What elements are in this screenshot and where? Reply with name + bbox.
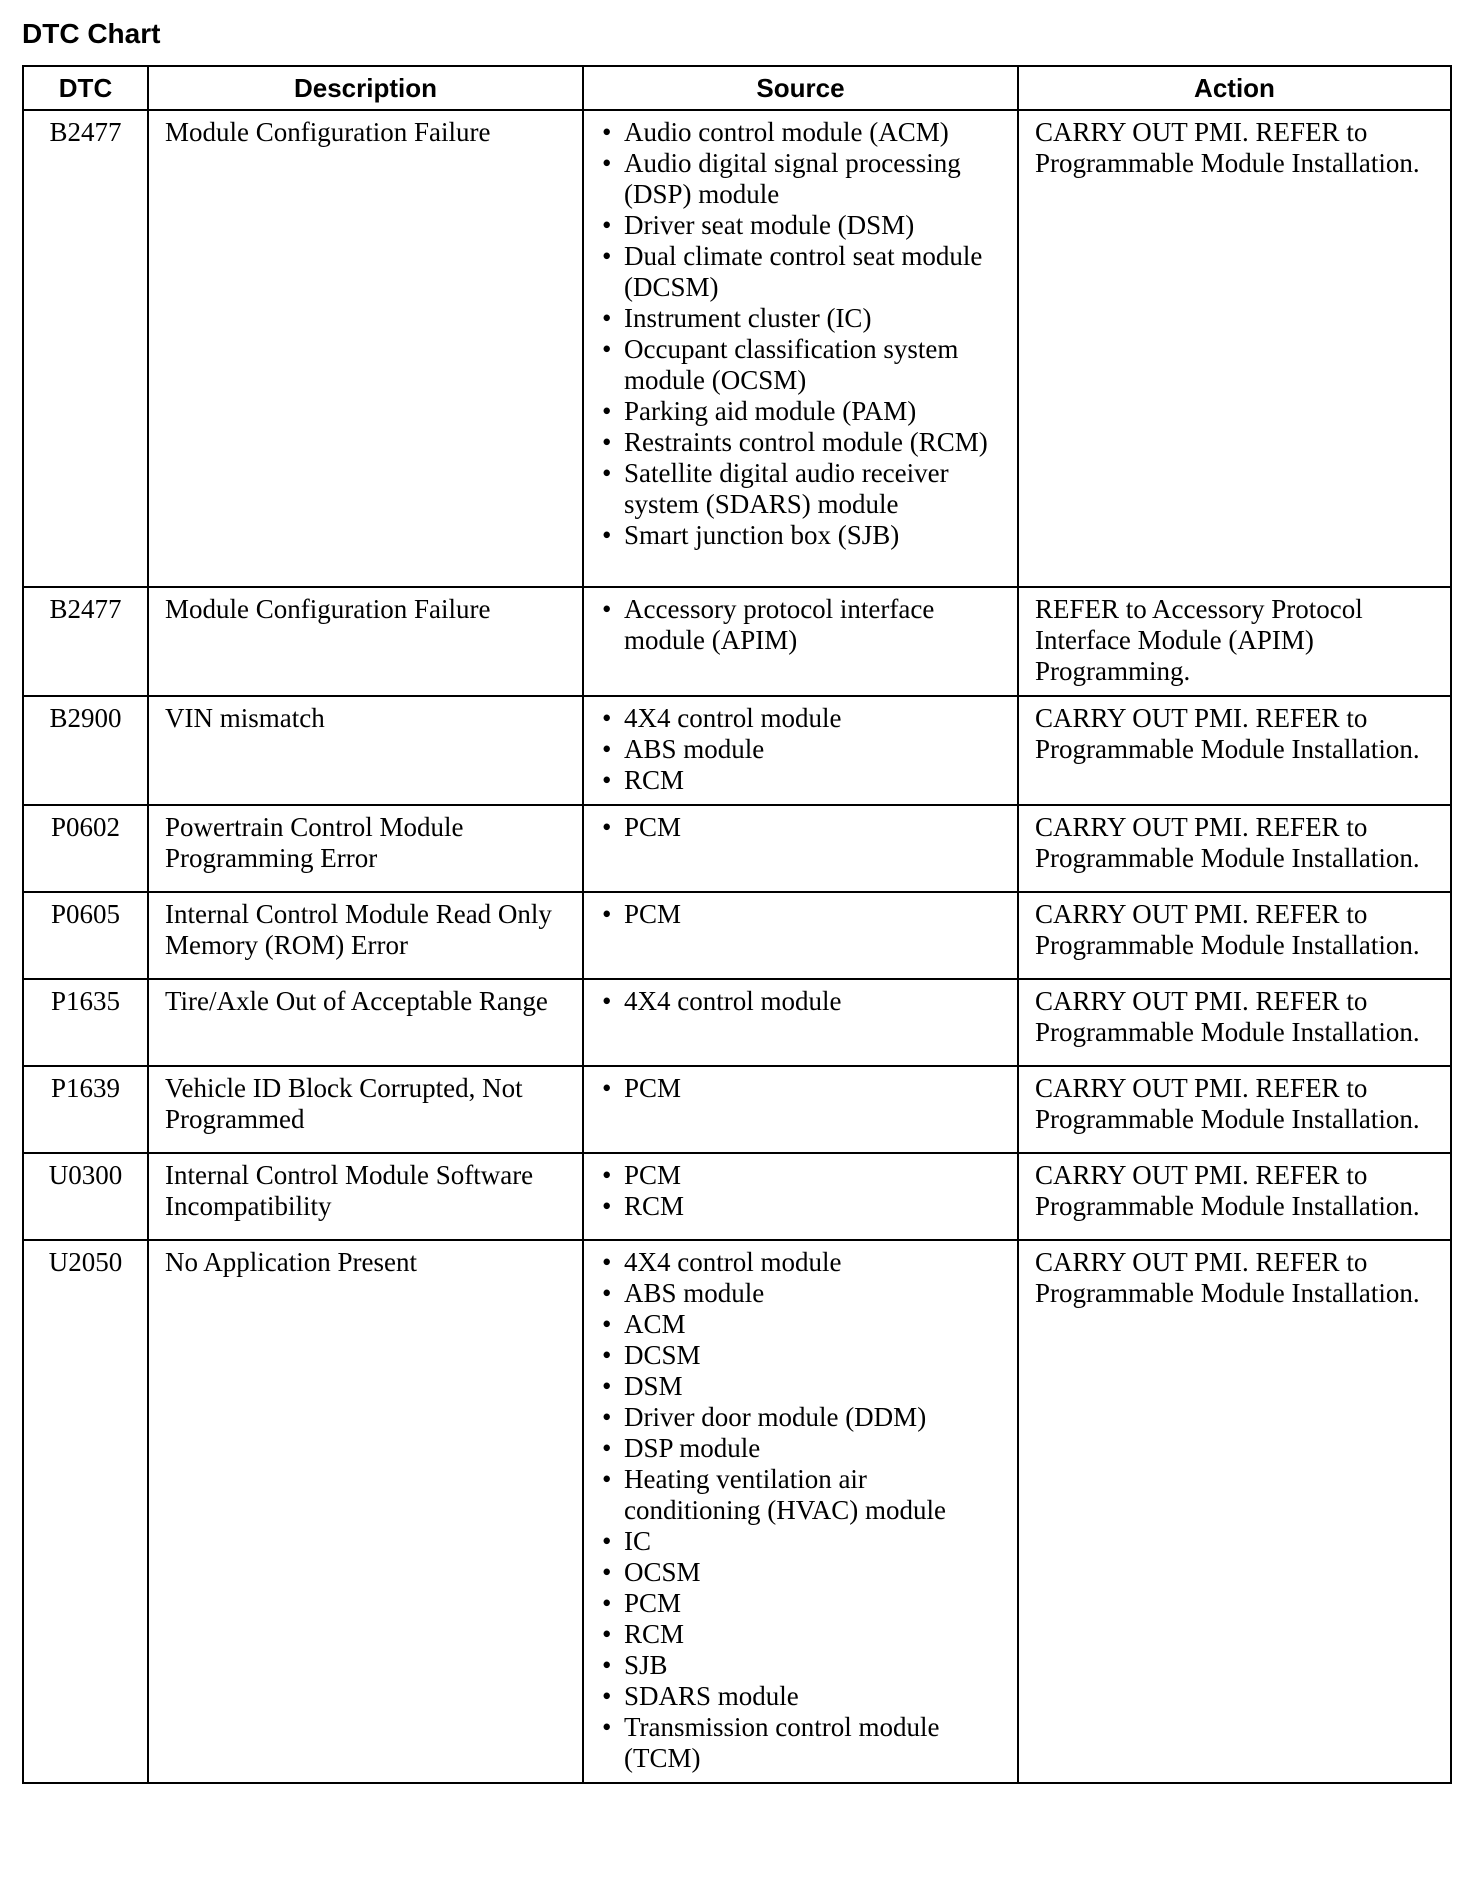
source-item: • Dual climate control seat module (DCSM) bbox=[600, 241, 1009, 303]
dtc-description: Internal Control Module Software Incompatibility bbox=[148, 1153, 583, 1240]
source-item: • Occupant classification system module (OCSM) bbox=[600, 334, 1009, 396]
dtc-code: P0605 bbox=[23, 892, 148, 979]
source-list bbox=[600, 594, 1009, 656]
dtc-source-cell bbox=[583, 110, 1018, 587]
source-item: • 4X4 control module bbox=[600, 703, 1009, 734]
table-row bbox=[23, 1153, 1451, 1240]
table-row bbox=[23, 110, 1451, 587]
dtc-code: B2477 bbox=[23, 587, 148, 696]
dtc-code: U0300 bbox=[23, 1153, 148, 1240]
source-item: • DSP module bbox=[600, 1433, 1009, 1464]
source-list bbox=[600, 986, 1009, 1017]
dtc-action: CARRY OUT PMI. REFER to Programmable Module Installation. bbox=[1018, 110, 1451, 587]
source-item: • Transmission control module (TCM) bbox=[600, 1712, 1009, 1774]
source-item: • Satellite digital audio receiver system (SDARS) module bbox=[600, 458, 1009, 520]
table-row bbox=[23, 696, 1451, 805]
source-item: • SJB bbox=[600, 1650, 1009, 1681]
header-row bbox=[23, 66, 1451, 110]
dtc-action: CARRY OUT PMI. REFER to Programmable Module Installation. bbox=[1018, 1153, 1451, 1240]
dtc-code: B2477 bbox=[23, 110, 148, 587]
source-item: • PCM bbox=[600, 812, 1009, 843]
column-header-action: Action bbox=[1018, 66, 1451, 110]
source-item: • Audio control module (ACM) bbox=[600, 117, 1009, 148]
source-list bbox=[600, 1247, 1009, 1774]
source-item: • Heating ventilation air conditioning (HVAC) module bbox=[600, 1464, 1009, 1526]
dtc-action: CARRY OUT PMI. REFER to Programmable Module Installation. bbox=[1018, 892, 1451, 979]
dtc-description: Powertrain Control Module Programming Error bbox=[148, 805, 583, 892]
source-item: • PCM bbox=[600, 899, 1009, 930]
source-item: • Instrument cluster (IC) bbox=[600, 303, 1009, 334]
table-row bbox=[23, 892, 1451, 979]
dtc-description: Module Configuration Failure bbox=[148, 587, 583, 696]
source-list bbox=[600, 899, 1009, 930]
source-list bbox=[600, 1073, 1009, 1104]
dtc-description: VIN mismatch bbox=[148, 696, 583, 805]
column-header-description: Description bbox=[148, 66, 583, 110]
source-item: • ABS module bbox=[600, 734, 1009, 765]
source-list bbox=[600, 117, 1009, 551]
source-list bbox=[600, 703, 1009, 796]
source-item: • Restraints control module (RCM) bbox=[600, 427, 1009, 458]
dtc-code: P1639 bbox=[23, 1066, 148, 1153]
source-item: • DCSM bbox=[600, 1340, 1009, 1371]
source-item: • Smart junction box (SJB) bbox=[600, 520, 1009, 551]
source-item: • RCM bbox=[600, 1619, 1009, 1650]
source-item: • PCM bbox=[600, 1588, 1009, 1619]
dtc-action: CARRY OUT PMI. REFER to Programmable Module Installation. bbox=[1018, 805, 1451, 892]
source-item: • Parking aid module (PAM) bbox=[600, 396, 1009, 427]
source-item: • RCM bbox=[600, 765, 1009, 796]
source-list bbox=[600, 812, 1009, 843]
dtc-code: P1635 bbox=[23, 979, 148, 1066]
source-item: • RCM bbox=[600, 1191, 1009, 1222]
dtc-description: Internal Control Module Read Only Memory (ROM) Error bbox=[148, 892, 583, 979]
dtc-action: CARRY OUT PMI. REFER to Programmable Module Installation. bbox=[1018, 696, 1451, 805]
page-title: DTC Chart bbox=[22, 18, 161, 49]
table-row bbox=[23, 1240, 1451, 1783]
dtc-source-cell bbox=[583, 1240, 1018, 1783]
dtc-source-cell bbox=[583, 1153, 1018, 1240]
source-item: • DSM bbox=[600, 1371, 1009, 1402]
dtc-source-cell bbox=[583, 805, 1018, 892]
source-item: • PCM bbox=[600, 1160, 1009, 1191]
source-item: • ACM bbox=[600, 1309, 1009, 1340]
source-item: • Audio digital signal processing (DSP) module bbox=[600, 148, 1009, 210]
dtc-table bbox=[22, 65, 1452, 1784]
dtc-action: REFER to Accessory Protocol Interface Module (APIM) Programming. bbox=[1018, 587, 1451, 696]
source-item: • SDARS module bbox=[600, 1681, 1009, 1712]
dtc-source-cell bbox=[583, 587, 1018, 696]
table-row bbox=[23, 979, 1451, 1066]
dtc-code: P0602 bbox=[23, 805, 148, 892]
source-item: • PCM bbox=[600, 1073, 1009, 1104]
dtc-action: CARRY OUT PMI. REFER to Programmable Module Installation. bbox=[1018, 1240, 1451, 1783]
source-item: • 4X4 control module bbox=[600, 986, 1009, 1017]
source-item: • OCSM bbox=[600, 1557, 1009, 1588]
column-header-dtc: DTC bbox=[23, 66, 148, 110]
dtc-description: No Application Present bbox=[148, 1240, 583, 1783]
dtc-code: B2900 bbox=[23, 696, 148, 805]
source-item: • IC bbox=[600, 1526, 1009, 1557]
dtc-code: U2050 bbox=[23, 1240, 148, 1783]
source-item: • ABS module bbox=[600, 1278, 1009, 1309]
source-item: • Driver seat module (DSM) bbox=[600, 210, 1009, 241]
source-item: • 4X4 control module bbox=[600, 1247, 1009, 1278]
dtc-source-cell bbox=[583, 696, 1018, 805]
dtc-description: Vehicle ID Block Corrupted, Not Programmed bbox=[148, 1066, 583, 1153]
source-list bbox=[600, 1160, 1009, 1222]
source-item: • Accessory protocol interface module (APIM) bbox=[600, 594, 1009, 656]
dtc-source-cell bbox=[583, 1066, 1018, 1153]
dtc-description: Module Configuration Failure bbox=[148, 110, 583, 587]
column-header-source: Source bbox=[583, 66, 1018, 110]
dtc-source-cell bbox=[583, 892, 1018, 979]
table-row bbox=[23, 587, 1451, 696]
dtc-action: CARRY OUT PMI. REFER to Programmable Module Installation. bbox=[1018, 979, 1451, 1066]
dtc-action: CARRY OUT PMI. REFER to Programmable Module Installation. bbox=[1018, 1066, 1451, 1153]
table-body bbox=[23, 110, 1451, 1783]
dtc-source-cell bbox=[583, 979, 1018, 1066]
table-row bbox=[23, 805, 1451, 892]
source-item: • Driver door module (DDM) bbox=[600, 1402, 1009, 1433]
dtc-description: Tire/Axle Out of Acceptable Range bbox=[148, 979, 583, 1066]
table-row bbox=[23, 1066, 1451, 1153]
